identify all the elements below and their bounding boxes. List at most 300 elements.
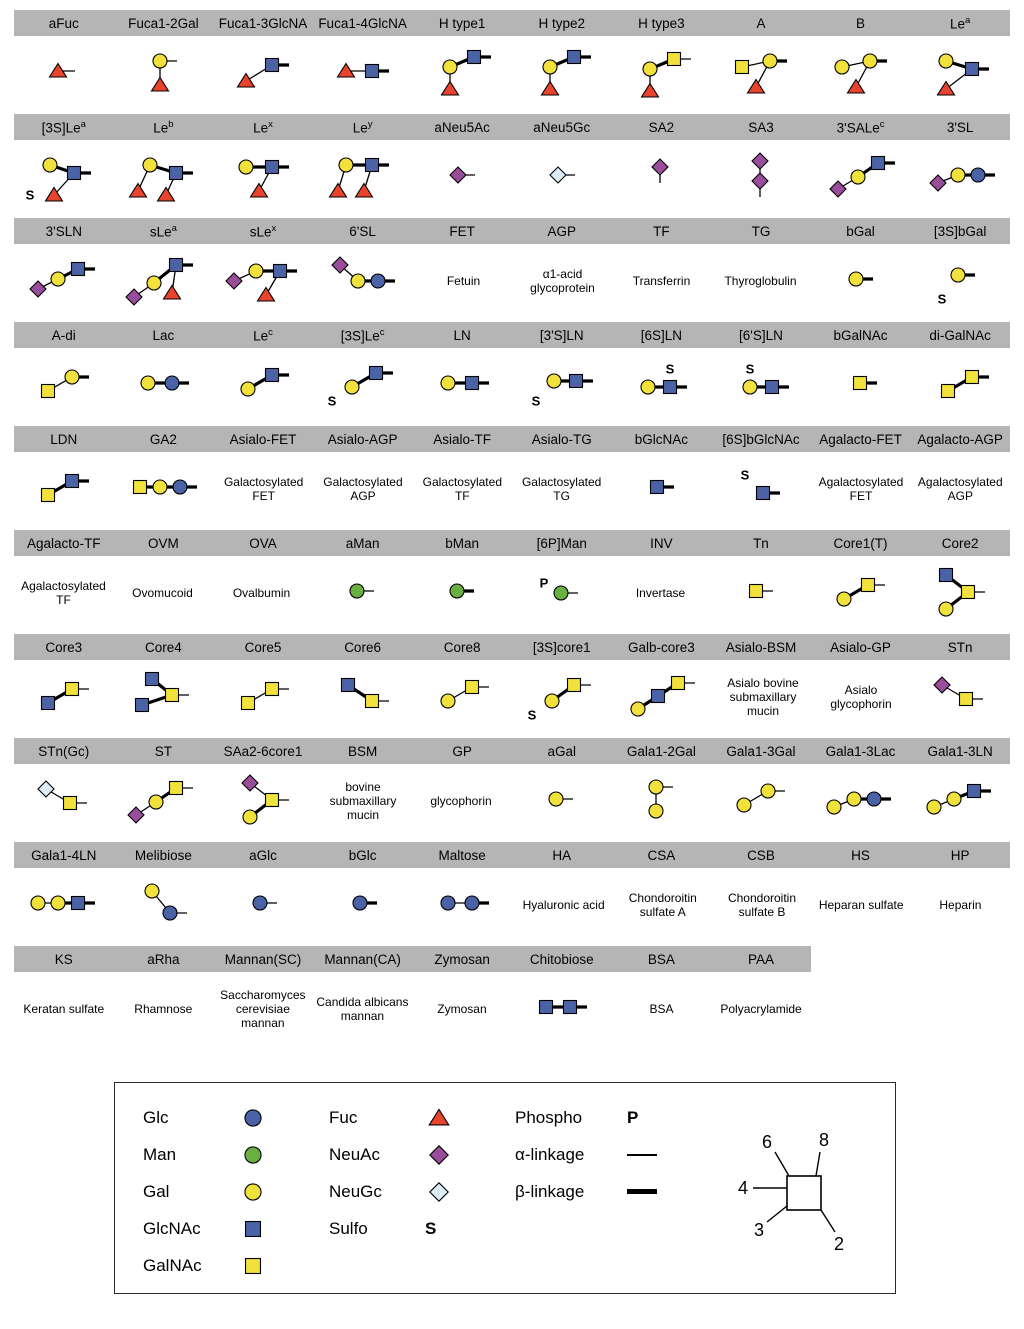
glycan-name: bGalNAc [833,327,888,343]
glycan-name: Le$^y$ [352,118,373,136]
gal-icon [345,380,359,394]
glycan-name: Melibiose [134,847,192,863]
glycan-structure-drawing [814,45,914,101]
glycan-name: Asialo-TF [433,431,492,447]
glycan-name-bar [14,426,1010,452]
gal-icon [847,792,861,806]
glycan-row [14,738,1010,838]
glycan-structure [710,764,810,838]
gal-icon [241,382,255,396]
glycan-structure [611,452,711,526]
glycan-name-bar [14,738,1010,764]
sulfo-icon: S [531,393,541,409]
glycan-name: GP [452,743,472,759]
galnac-icon [166,689,179,702]
glc-icon [353,896,367,910]
gal-icon [147,276,161,290]
glycan-name: SA3 [748,119,774,135]
glycan-structure-drawing [411,565,511,621]
gal-icon [939,54,953,68]
glycan-structure-text: Agalactosylated FET [818,474,904,503]
glycan-structure [14,244,114,318]
glycan-structure-drawing [311,565,411,621]
glycan-structure-drawing [614,669,714,725]
glycan-row [14,842,1010,942]
neuac-icon [128,807,144,823]
glc-icon [371,274,385,288]
galnac-icon [266,683,279,696]
glycan-structure-drawing [710,565,810,621]
glycan-name: SAa2-6core1 [223,743,303,759]
glycan-structure [214,764,314,838]
glycan-name: aGlc [249,847,277,863]
glycan-name: Le$^x$ [253,118,273,136]
glycan-structure [613,868,712,942]
glycan-structure-drawing [114,357,214,413]
fuc-icon [46,188,63,202]
glycan-name: Fuca1-4GlcNA [318,15,407,31]
glycan-name: aNeu5Ac [434,119,490,135]
position-number: 3 [753,1220,765,1240]
gal-icon [153,54,167,68]
legend-item [143,1099,329,1136]
gal-icon [141,376,155,390]
glycan-name: [6S]bGlcNAc [722,431,800,447]
glycan-structure [412,764,510,838]
glycan-name: Asialo-GP [830,639,891,655]
glycan-name-bar [14,530,1010,556]
glycan-structure-drawing [214,669,314,725]
glycan-name: OVA [249,535,277,551]
glycan-name: [3S]Le$^a$ [41,118,86,136]
legend-item [515,1173,723,1210]
glycan-structure-text: Fetuin [446,273,481,288]
neugc-icon [550,167,566,183]
glycan-structure [714,140,814,214]
glycan-structure-text: Chondoroitin sulfate B [727,890,797,919]
gal-icon [951,268,965,282]
glycan-structure-bar [14,660,1010,734]
galnac-icon [246,1258,261,1273]
glycan-structure [714,660,812,734]
gal-icon [547,374,561,388]
glycan-name: Tn [753,535,769,551]
glycan-structure [710,556,810,630]
glc-icon [971,168,985,182]
glycan-structure-bar [14,452,1010,526]
glycan-name: Lac [152,327,175,343]
glycan-structure-drawing [314,669,414,725]
glycan-row [14,946,1010,1046]
glcnac-icon [342,679,355,692]
glycan-structure [914,140,1014,214]
glycan-structure-drawing [114,45,214,101]
neuac-icon [752,153,768,169]
glc-icon [163,906,177,920]
glycan-structure [114,452,214,526]
legend-item [329,1173,515,1210]
glycan-structure [814,140,914,214]
galnac-icon [242,697,255,710]
beta-linkage-icon [627,1189,657,1194]
glycan-name: STn [947,639,973,655]
glycan-structure-drawing [910,253,1010,309]
glycan-name: Gala1-3Lac [825,743,896,759]
glycan-structure-drawing [814,149,914,205]
glycan-structure [711,972,811,1046]
gal-icon [743,380,757,394]
gal-icon [243,810,257,824]
glycan-structure-drawing [414,357,514,413]
glcnac-icon [468,51,481,64]
glycan-structure [914,36,1014,110]
glycan-name-bar [14,322,1010,348]
glycan-structure-text: Galactosylated AGP [323,474,403,503]
glycan-name: Agalacto-FET [819,431,902,447]
gal-icon [649,780,663,794]
man-icon [245,1146,261,1162]
fuc-icon [130,184,147,198]
glycan-structure [614,36,714,110]
glcnac-icon [940,569,953,582]
gal-icon [737,798,751,812]
glycan-name: Fuca1-3GlcNA [218,15,308,31]
glycan-structure-text: Transferrin [632,273,691,288]
glycan-structure-drawing [214,45,314,101]
glycan-structure [14,36,114,110]
glycan-structure-drawing [414,149,514,205]
galnac-icon [966,371,979,384]
glycan-structure-drawing [514,357,614,413]
glycan-name: [3S]core1 [532,639,591,655]
legend-item [143,1210,329,1247]
linkage-position-diagram-svg [723,1118,873,1268]
gal-icon [951,168,965,182]
legend-label: Phospho [515,1107,583,1127]
legend-item [329,1099,515,1136]
glycan-name: 3'SLN [45,223,82,239]
glycan-structure [512,972,612,1046]
sulfo-icon: S [527,707,537,723]
glycan-row [14,530,1010,630]
gal-icon [549,792,563,806]
glycan-structure [812,660,910,734]
glycan-structure-bar [14,140,1010,214]
glycan-structure [114,868,214,942]
glycan-name: Fuca1-2Gal [128,15,199,31]
glycan-structure-text: Agalactosylated TF [21,578,106,607]
glycan-structure [14,556,113,630]
galnac-icon [962,586,975,599]
glycan-name: HS [851,847,870,863]
glycan-name: H type2 [538,15,586,31]
glycan-name: Core1(T) [833,535,888,551]
gal-icon [761,784,775,798]
glycan-name: aGal [547,743,577,759]
legend-item [329,1210,515,1247]
glycan-structure [14,452,114,526]
glycan-grid [14,10,1010,1046]
man-icon [450,584,464,598]
neuac-icon [425,1143,453,1167]
legend-label: Glc [143,1107,169,1127]
glycan-name: SA2 [648,119,675,135]
glycan-structure-bar [14,36,1010,110]
glycan-name: CSB [747,847,775,863]
glycan-structure-text: Polyacrylamide [720,1001,802,1016]
glycan-structure-drawing [810,773,910,829]
glycan-structure-bar [14,244,1010,318]
glc-icon [239,1106,267,1130]
glycan-name-bar [14,842,1010,868]
glycan-structure-drawing [611,461,711,517]
glycan-structure [113,556,212,630]
galnac-icon [672,677,685,690]
glycan-structure-drawing [512,981,612,1037]
glycan-structure [114,36,214,110]
galnac-icon [239,1254,267,1278]
glycan-name: Asialo-BSM [725,639,797,655]
glycan-structure-text: Zymosan [437,1001,487,1016]
gal-icon [149,795,163,809]
glycan-structure [612,244,711,318]
legend-item [143,1173,329,1210]
glcnac-icon [757,487,770,500]
gal-icon [443,60,457,74]
glycan-structure [614,140,714,214]
glycan-structure-text: α1-acid glycoprotein [530,266,595,295]
glycan-structure-drawing [14,669,114,725]
gal-icon [143,158,157,172]
sulfo-icon: S [327,393,337,409]
gal-icon [43,158,57,172]
gal-icon [927,800,941,814]
glycan-structure-text: bovine submaxillary mucin [329,779,397,823]
galnac-icon [42,489,55,502]
glycan-structure-text: Galactosylated TG [521,474,602,503]
glycan-structure-drawing [810,253,910,309]
gal-icon [543,60,557,74]
glycan-name: Le$^b$ [153,118,174,136]
glycan-structure-drawing [14,253,114,309]
gal-icon [947,792,961,806]
glycan-name: CSA [647,847,676,863]
glycan-structure [314,868,414,942]
glycan-structure-bar [14,556,1010,630]
legend-label: α-linkage [515,1144,585,1164]
glycan-structure-text: Galactosylated FET [223,474,304,503]
glycan-row [14,322,1010,422]
glycan-name: [6S]LN [640,327,682,343]
neuac-icon [934,677,950,693]
galnac-icon [466,681,479,694]
legend-label: Gal [143,1181,170,1201]
glcnac-icon [568,51,581,64]
glycan-structure [14,868,114,942]
glycan-structure-drawing [610,773,710,829]
glycan-structure-drawing [414,877,514,933]
galnac-icon [942,385,955,398]
position-number: 8 [818,1130,830,1150]
glycan-name: PAA [747,951,774,967]
glycan-structure [412,972,512,1046]
glycan-row [14,426,1010,526]
glycan-name: BSM [347,743,378,759]
glycan-structure-text: Heparan sulfate [818,897,904,912]
glycan-structure-drawing [710,773,810,829]
glycan-structure [514,660,614,734]
glycan-structure [414,660,514,734]
glycan-name: TG [751,223,771,239]
glycan-structure-drawing [114,149,214,205]
glycan-name: Asialo-AGP [327,431,398,447]
glcnac-icon [652,690,665,703]
glycan-structure [514,140,614,214]
galnac-icon [170,782,183,795]
glycan-structure-text: Rhamnose [134,1001,193,1016]
galnac-icon [266,794,279,807]
neugc-icon [38,781,54,797]
legend-label: β-linkage [515,1181,585,1201]
glcnac-icon [266,59,279,72]
glycan-structure [814,36,914,110]
glycan-structure-drawing [714,45,814,101]
glycan-structure [910,244,1010,318]
glycan-name-bar [14,634,1010,660]
glcnac-icon [563,1001,576,1014]
glycan-structure [214,660,314,734]
glycan-structure [314,36,414,110]
glycan-structure-drawing [14,773,114,829]
glycan-structure-drawing [910,773,1010,829]
glycan-structure-drawing [510,773,610,829]
gal-icon [827,800,841,814]
glc-icon [173,480,187,494]
galnac-icon [64,797,77,810]
glycan-structure-bar [14,972,811,1046]
fuc-icon [338,64,355,78]
glycan-structure [114,244,214,318]
glycan-row [14,114,1010,214]
glcnac-icon [170,259,183,272]
glycan-structure-drawing [14,877,114,933]
gal-icon [835,60,849,74]
glycan-name: Agalacto-TF [27,535,101,551]
glycan-name: [3S]bGal [933,223,987,239]
glycan-name: HA [552,847,572,863]
glycan-structure [14,660,114,734]
fuc-icon [442,82,459,96]
glycan-structure-drawing [114,461,214,517]
glycan-structure-drawing [214,149,314,205]
glycan-structure-drawing [714,149,814,205]
glycan-structure [14,140,114,214]
glycan-structure [514,868,613,942]
glycan-structure [814,348,914,422]
glc-icon [867,792,881,806]
glycan-row [14,634,1010,734]
glycan-structure-text: glycophorin [430,793,492,808]
glycan-structure [711,244,810,318]
glycan-structure [911,868,1010,942]
glycan-name: LN [453,327,471,343]
glycan-name-bar [14,114,1010,140]
glycan-structure [313,972,413,1046]
linkage-position-diagram [723,1099,887,1285]
glycan-name: Core3 [45,639,83,655]
galnac-icon [568,679,581,692]
glycan-row [14,10,1010,110]
glycan-name-bar [14,218,1010,244]
fuc-icon [356,184,373,198]
glycan-structure [611,556,710,630]
glycan-structure-text: Asialo bovine submaxillary mucin [727,675,799,719]
glycan-structure-text: Saccharomyces cerevisiae mannan [220,987,306,1031]
glycan-structure [214,244,314,318]
glycan-name: aMan [345,535,380,551]
glycan-name: Agalacto-AGP [917,431,1003,447]
glycan-structure [313,452,412,526]
glycan-structure [413,452,512,526]
glcnac-icon [968,785,981,798]
glycan-structure-drawing [114,773,214,829]
alpha-linkage-icon [627,1154,657,1156]
galnac-icon [66,683,79,696]
glycan-structure [911,452,1010,526]
glycan-name: 3'SL [946,119,974,135]
galnac-icon [366,695,379,708]
glycan-structure-drawing [14,45,114,101]
glycan-structure-text: BSA [649,1001,674,1016]
glycan-name: bGlcNAc [634,431,688,447]
legend-item [143,1247,329,1284]
glcnac-icon [366,159,379,172]
fuc-icon [748,80,765,94]
glycan-name: B [856,15,866,31]
glycan-structure-drawing [414,669,514,725]
glycan-structure-drawing [810,565,910,621]
fuc-icon [642,84,659,98]
glc-icon [441,896,455,910]
glycan-name: ST [154,743,173,759]
glycan-structure-drawing [214,877,314,933]
legend-column [329,1099,515,1285]
glycan-structure-text: Heparin [939,897,982,912]
glycan-name: [6P]Man [536,535,587,551]
glycan-structure [14,972,114,1046]
glcnac-icon [68,167,81,180]
glcnac-icon [239,1217,267,1241]
glycan-name: H type3 [638,15,685,31]
glycan-structure [810,764,910,838]
glycan-structure-drawing [414,45,514,101]
glycan-structure-drawing [814,357,914,413]
legend-label: GlcNAc [143,1218,201,1238]
neuac-icon [126,289,142,305]
glycan-structure-text: Ovalbumin [232,585,291,600]
fuc-icon [848,80,865,94]
glycan-name-bar [14,10,1010,36]
glycan-structure-drawing [711,461,811,517]
gal-icon [239,160,253,174]
glycan-structure-drawing [910,669,1010,725]
phospho-icon: P [627,1107,639,1127]
fuc-icon [251,184,268,198]
neuac-icon [752,173,768,189]
gal-icon [631,702,645,716]
gal-icon [249,264,263,278]
galnac-icon [862,579,875,592]
